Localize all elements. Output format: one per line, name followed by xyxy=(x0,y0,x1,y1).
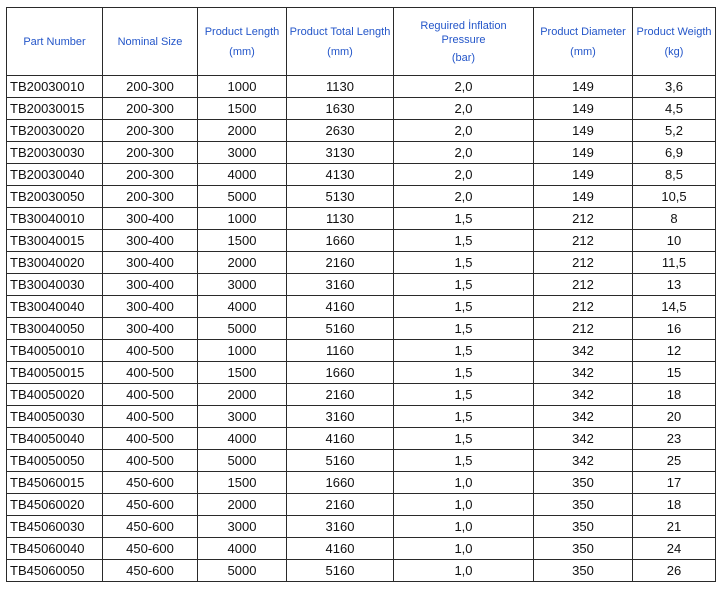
cell-product-diameter: 149 xyxy=(534,142,633,164)
cell-nominal-size: 450-600 xyxy=(103,516,198,538)
cell-product-weight: 12 xyxy=(633,340,716,362)
cell-nominal-size: 300-400 xyxy=(103,252,198,274)
table-row xyxy=(7,538,716,560)
cell-inflation-pressure: 2,0 xyxy=(394,120,534,142)
cell-part-number: TB30040030 xyxy=(7,274,103,296)
table-row xyxy=(7,164,716,186)
cell-product-length: 5000 xyxy=(198,318,287,340)
cell-nominal-size: 400-500 xyxy=(103,406,198,428)
cell-product-total-length: 5160 xyxy=(287,560,394,582)
cell-product-length: 1500 xyxy=(198,230,287,252)
cell-product-total-length: 1660 xyxy=(287,362,394,384)
cell-inflation-pressure: 2,0 xyxy=(394,142,534,164)
cell-inflation-pressure: 1,0 xyxy=(394,516,534,538)
table-row xyxy=(7,296,716,318)
cell-product-weight: 13 xyxy=(633,274,716,296)
cell-product-total-length: 1660 xyxy=(287,230,394,252)
cell-part-number: TB20030010 xyxy=(7,76,103,98)
cell-product-length: 2000 xyxy=(198,384,287,406)
cell-product-weight: 26 xyxy=(633,560,716,582)
cell-part-number: TB40050050 xyxy=(7,450,103,472)
cell-nominal-size: 200-300 xyxy=(103,98,198,120)
cell-product-total-length: 2160 xyxy=(287,494,394,516)
cell-nominal-size: 200-300 xyxy=(103,120,198,142)
cell-nominal-size: 400-500 xyxy=(103,428,198,450)
cell-product-total-length: 4160 xyxy=(287,538,394,560)
cell-nominal-size: 300-400 xyxy=(103,274,198,296)
table-row xyxy=(7,560,716,582)
table-row xyxy=(7,318,716,340)
cell-product-diameter: 342 xyxy=(534,340,633,362)
cell-part-number: TB45060040 xyxy=(7,538,103,560)
header-nominal-size-label: Nominal Size xyxy=(117,35,183,48)
cell-part-number: TB20030015 xyxy=(7,98,103,120)
cell-part-number: TB45060020 xyxy=(7,494,103,516)
cell-inflation-pressure: 1,5 xyxy=(394,252,534,274)
cell-product-weight: 8 xyxy=(633,208,716,230)
product-spec-table xyxy=(6,7,716,582)
cell-product-weight: 18 xyxy=(633,494,716,516)
cell-part-number: TB30040010 xyxy=(7,208,103,230)
cell-product-length: 2000 xyxy=(198,252,287,274)
cell-product-diameter: 212 xyxy=(534,274,633,296)
cell-product-total-length: 2160 xyxy=(287,252,394,274)
cell-product-diameter: 212 xyxy=(534,252,633,274)
cell-product-length: 2000 xyxy=(198,120,287,142)
cell-product-length: 4000 xyxy=(198,164,287,186)
cell-product-weight: 4,5 xyxy=(633,98,716,120)
cell-part-number: TB45060030 xyxy=(7,516,103,538)
cell-product-diameter: 212 xyxy=(534,230,633,252)
header-product-length-label: Product Length xyxy=(204,25,280,38)
table-row xyxy=(7,494,716,516)
cell-inflation-pressure: 1,0 xyxy=(394,538,534,560)
cell-product-weight: 15 xyxy=(633,362,716,384)
cell-inflation-pressure: 2,0 xyxy=(394,98,534,120)
cell-product-weight: 18 xyxy=(633,384,716,406)
cell-nominal-size: 450-600 xyxy=(103,560,198,582)
cell-product-diameter: 342 xyxy=(534,428,633,450)
header-product-diameter-label: Product Diameter xyxy=(540,25,626,38)
cell-product-length: 4000 xyxy=(198,428,287,450)
cell-part-number: TB45060015 xyxy=(7,472,103,494)
cell-product-weight: 6,9 xyxy=(633,142,716,164)
header-product-diameter xyxy=(534,8,633,76)
cell-product-length: 5000 xyxy=(198,560,287,582)
header-product-total-length-label: Product Total Length xyxy=(289,25,391,38)
cell-nominal-size: 400-500 xyxy=(103,450,198,472)
cell-product-length: 1000 xyxy=(198,208,287,230)
cell-nominal-size: 200-300 xyxy=(103,164,198,186)
cell-nominal-size: 300-400 xyxy=(103,318,198,340)
table-row xyxy=(7,120,716,142)
table-row xyxy=(7,98,716,120)
cell-product-length: 3000 xyxy=(198,516,287,538)
table-row xyxy=(7,406,716,428)
cell-product-weight: 11,5 xyxy=(633,252,716,274)
cell-inflation-pressure: 1,5 xyxy=(394,274,534,296)
cell-nominal-size: 200-300 xyxy=(103,186,198,208)
table-body xyxy=(7,76,716,582)
header-part-number xyxy=(7,8,103,76)
cell-inflation-pressure: 2,0 xyxy=(394,76,534,98)
cell-product-diameter: 149 xyxy=(534,98,633,120)
cell-part-number: TB40050040 xyxy=(7,428,103,450)
header-row xyxy=(7,8,716,76)
cell-nominal-size: 400-500 xyxy=(103,384,198,406)
cell-inflation-pressure: 1,5 xyxy=(394,296,534,318)
table-row xyxy=(7,340,716,362)
cell-product-diameter: 149 xyxy=(534,164,633,186)
cell-product-total-length: 5130 xyxy=(287,186,394,208)
cell-part-number: TB40050030 xyxy=(7,406,103,428)
cell-product-total-length: 3160 xyxy=(287,274,394,296)
header-product-diameter-unit: (mm) xyxy=(570,45,596,58)
cell-product-diameter: 342 xyxy=(534,406,633,428)
cell-product-weight: 24 xyxy=(633,538,716,560)
cell-inflation-pressure: 1,5 xyxy=(394,230,534,252)
cell-inflation-pressure: 1,0 xyxy=(394,560,534,582)
cell-inflation-pressure: 2,0 xyxy=(394,164,534,186)
table-row xyxy=(7,362,716,384)
cell-product-diameter: 350 xyxy=(534,538,633,560)
cell-product-weight: 8,5 xyxy=(633,164,716,186)
cell-product-length: 5000 xyxy=(198,186,287,208)
cell-part-number: TB40050015 xyxy=(7,362,103,384)
cell-product-diameter: 342 xyxy=(534,362,633,384)
cell-product-length: 3000 xyxy=(198,142,287,164)
cell-product-weight: 10,5 xyxy=(633,186,716,208)
cell-nominal-size: 400-500 xyxy=(103,340,198,362)
cell-nominal-size: 400-500 xyxy=(103,362,198,384)
cell-product-length: 3000 xyxy=(198,406,287,428)
cell-inflation-pressure: 1,0 xyxy=(394,472,534,494)
cell-product-total-length: 4160 xyxy=(287,428,394,450)
header-product-length xyxy=(198,8,287,76)
cell-product-length: 5000 xyxy=(198,450,287,472)
cell-product-total-length: 3160 xyxy=(287,406,394,428)
cell-nominal-size: 450-600 xyxy=(103,494,198,516)
cell-product-diameter: 350 xyxy=(534,560,633,582)
cell-nominal-size: 200-300 xyxy=(103,142,198,164)
cell-product-weight: 5,2 xyxy=(633,120,716,142)
cell-product-total-length: 3130 xyxy=(287,142,394,164)
cell-product-diameter: 212 xyxy=(534,318,633,340)
header-product-total-length-unit: (mm) xyxy=(327,45,353,58)
cell-product-weight: 16 xyxy=(633,318,716,340)
cell-product-total-length: 4130 xyxy=(287,164,394,186)
table-row xyxy=(7,516,716,538)
cell-product-weight: 20 xyxy=(633,406,716,428)
header-part-number-label: Part Number xyxy=(23,35,86,48)
table-row xyxy=(7,450,716,472)
table-row xyxy=(7,472,716,494)
cell-product-diameter: 350 xyxy=(534,472,633,494)
cell-product-length: 4000 xyxy=(198,538,287,560)
cell-part-number: TB20030030 xyxy=(7,142,103,164)
cell-product-total-length: 3160 xyxy=(287,516,394,538)
cell-product-diameter: 350 xyxy=(534,516,633,538)
cell-product-weight: 14,5 xyxy=(633,296,716,318)
cell-product-total-length: 2160 xyxy=(287,384,394,406)
header-product-length-unit: (mm) xyxy=(229,45,255,58)
cell-product-diameter: 342 xyxy=(534,450,633,472)
cell-product-length: 1000 xyxy=(198,340,287,362)
cell-product-total-length: 1130 xyxy=(287,208,394,230)
cell-product-diameter: 149 xyxy=(534,76,633,98)
cell-part-number: TB45060050 xyxy=(7,560,103,582)
cell-product-total-length: 1660 xyxy=(287,472,394,494)
cell-product-diameter: 149 xyxy=(534,186,633,208)
cell-product-length: 3000 xyxy=(198,274,287,296)
table-row xyxy=(7,384,716,406)
cell-part-number: TB30040015 xyxy=(7,230,103,252)
cell-inflation-pressure: 2,0 xyxy=(394,186,534,208)
cell-product-length: 1500 xyxy=(198,98,287,120)
cell-product-weight: 17 xyxy=(633,472,716,494)
cell-part-number: TB20030050 xyxy=(7,186,103,208)
cell-product-total-length: 4160 xyxy=(287,296,394,318)
header-inflation-pressure-unit: (bar) xyxy=(451,51,476,64)
cell-product-total-length: 5160 xyxy=(287,318,394,340)
cell-product-diameter: 149 xyxy=(534,120,633,142)
cell-inflation-pressure: 1,5 xyxy=(394,318,534,340)
table-header xyxy=(7,8,716,76)
table-row xyxy=(7,274,716,296)
table-row xyxy=(7,252,716,274)
cell-product-length: 1500 xyxy=(198,472,287,494)
cell-product-weight: 21 xyxy=(633,516,716,538)
cell-product-weight: 25 xyxy=(633,450,716,472)
cell-nominal-size: 450-600 xyxy=(103,538,198,560)
table-row xyxy=(7,186,716,208)
header-product-total-length xyxy=(287,8,394,76)
cell-inflation-pressure: 1,5 xyxy=(394,340,534,362)
header-inflation-pressure-label: Reguired İnflation Pressure xyxy=(420,19,507,46)
cell-inflation-pressure: 1,5 xyxy=(394,406,534,428)
header-product-weight-unit: (kg) xyxy=(664,45,684,58)
cell-product-diameter: 342 xyxy=(534,384,633,406)
cell-product-length: 4000 xyxy=(198,296,287,318)
cell-product-total-length: 1630 xyxy=(287,98,394,120)
cell-nominal-size: 300-400 xyxy=(103,230,198,252)
cell-part-number: TB30040050 xyxy=(7,318,103,340)
table-row xyxy=(7,142,716,164)
cell-nominal-size: 300-400 xyxy=(103,296,198,318)
cell-part-number: TB20030040 xyxy=(7,164,103,186)
cell-nominal-size: 200-300 xyxy=(103,76,198,98)
cell-part-number: TB30040040 xyxy=(7,296,103,318)
cell-inflation-pressure: 1,5 xyxy=(394,384,534,406)
cell-inflation-pressure: 1,0 xyxy=(394,494,534,516)
cell-product-total-length: 1130 xyxy=(287,76,394,98)
cell-product-total-length: 5160 xyxy=(287,450,394,472)
cell-inflation-pressure: 1,5 xyxy=(394,362,534,384)
cell-part-number: TB40050010 xyxy=(7,340,103,362)
cell-product-weight: 10 xyxy=(633,230,716,252)
cell-product-diameter: 212 xyxy=(534,296,633,318)
table-row xyxy=(7,76,716,98)
table-row xyxy=(7,208,716,230)
cell-product-length: 2000 xyxy=(198,494,287,516)
table-row xyxy=(7,428,716,450)
table-row xyxy=(7,230,716,252)
header-product-weight xyxy=(633,8,716,76)
cell-product-total-length: 1160 xyxy=(287,340,394,362)
cell-part-number: TB40050020 xyxy=(7,384,103,406)
cell-part-number: TB30040020 xyxy=(7,252,103,274)
cell-product-length: 1000 xyxy=(198,76,287,98)
cell-nominal-size: 450-600 xyxy=(103,472,198,494)
cell-product-length: 1500 xyxy=(198,362,287,384)
cell-product-total-length: 2630 xyxy=(287,120,394,142)
cell-product-diameter: 212 xyxy=(534,208,633,230)
cell-nominal-size: 300-400 xyxy=(103,208,198,230)
cell-product-diameter: 350 xyxy=(534,494,633,516)
cell-product-weight: 23 xyxy=(633,428,716,450)
header-product-weight-label: Product Weigth xyxy=(636,25,712,38)
cell-part-number: TB20030020 xyxy=(7,120,103,142)
cell-inflation-pressure: 1,5 xyxy=(394,428,534,450)
cell-inflation-pressure: 1,5 xyxy=(394,450,534,472)
header-nominal-size xyxy=(103,8,198,76)
cell-inflation-pressure: 1,5 xyxy=(394,208,534,230)
header-inflation-pressure xyxy=(394,8,534,76)
cell-product-weight: 3,6 xyxy=(633,76,716,98)
